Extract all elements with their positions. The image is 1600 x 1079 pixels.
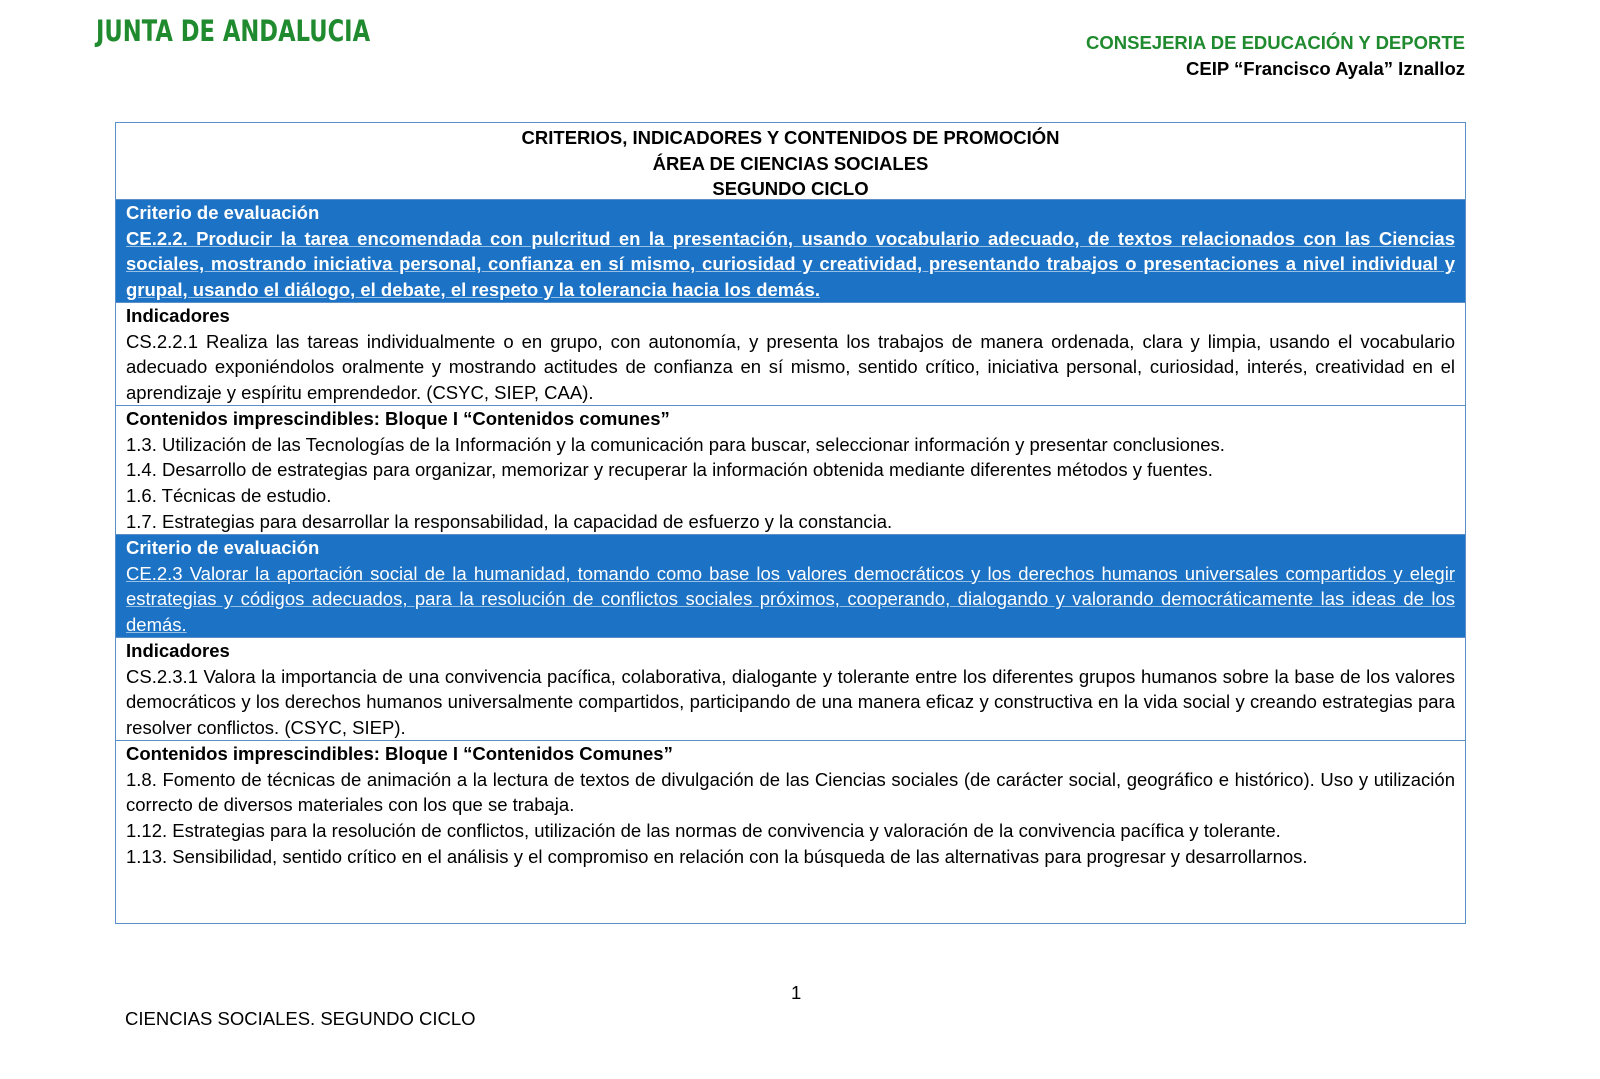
indicators-1 [116, 302, 1465, 405]
indicators-1-text: CS.2.2.1 Realiza las tareas individualmente o en grupo, con autonomía, y presenta los trabajos de manera ordenada, clara y limpia, usando el vocabulario adecuado exponiéndolos oralmente y mostrando actitudes de confianza en sí mismo, sentido crítico, iniciativa personal, curiosidad, interés, creatividad en el aprendizaje y espíritu emprendedor. (CSYC, SIEP, CAA). [126, 330, 1455, 404]
content-item: 1.8. Fomento de técnicas de animación a la lectura de textos de divulgación de las Ciencias sociales (de carácter social, geográfico e histórico). Uso y utilización correcto de diversos materiales con los que se trabaja. [126, 768, 1455, 816]
consejeria-name: CONSEJERIA DE EDUCACIÓN Y DEPORTE [1086, 32, 1465, 53]
criterion-2-text: CE.2.3 Valorar la aportación social de la humanidad, tomando como base los valores democráticos y los derechos humanos universales compartidos y elegir estrategias y códigos adecuados, para la resolución de conflictos sociales próximos, cooperando, dialogando y valorando democráticamente las ideas de los demás. [126, 562, 1455, 636]
junta-logo: JUNTA DE ANDALUCIA [96, 14, 371, 48]
title-line-1: CRITERIOS, INDICADORES Y CONTENIDOS DE PROMOCIÓN [521, 127, 1060, 148]
page-number: 1 [791, 982, 802, 1003]
criterion-2-heading: Criterio de evaluación [126, 537, 320, 558]
contents-1 [116, 405, 1465, 534]
content-item: 1.7. Estrategias para desarrollar la responsabilidad, la capacidad de esfuerzo y la constancia. [126, 510, 893, 532]
title-line-3: SEGUNDO CICLO [712, 178, 869, 200]
title-line-2: ÁREA DE CIENCIAS SOCIALES [652, 152, 929, 174]
indicators-2-text: CS.2.3.1 Valora la importancia de una convivencia pacífica, colaborativa, dialogante y tolerante entre los diferentes grupos humanos sobre la base de los valores democráticos y los derechos humanos universalmente compartidos, participando de una manera eficaz y constructiva en la vida social y creando estrategias para resolver conflictos. (CSYC, SIEP). [126, 665, 1455, 739]
header-right [1086, 30, 1465, 82]
school-name: CEIP “Francisco Ayala” Iznalloz [1186, 58, 1465, 79]
content-item: 1.6. Técnicas de estudio. [126, 485, 332, 507]
indicators-2 [116, 637, 1465, 740]
criterion-1 [116, 199, 1465, 302]
content-item: 1.12. Estrategias para la resolución de conflictos, utilización de las normas de convivencia y valoración de la convivencia pacífica y tolerante. [126, 820, 1281, 842]
criterion-2 [116, 534, 1465, 637]
contents-2 [116, 740, 1465, 870]
content-item: 1.13. Sensibilidad, sentido crítico en el análisis y el compromiso en relación con la búsqueda de las alternativas para progresar y desarrollarnos. [126, 845, 1308, 867]
footer-text: CIENCIAS SOCIALES. SEGUNDO CICLO [125, 1008, 476, 1029]
content-item: 1.4. Desarrollo de estrategias para organizar, memorizar y recuperar la información obtenida mediante diferentes métodos y fuentes. [126, 459, 1213, 481]
indicators-2-heading: Indicadores [126, 640, 230, 661]
content-item: 1.3. Utilización de las Tecnologías de la Información y la comunicación para buscar, seleccionar información y presentar conclusiones. [126, 433, 1225, 455]
criteria-table [115, 122, 1466, 924]
table-title [116, 123, 1465, 199]
criterion-1-heading: Criterio de evaluación [126, 202, 320, 223]
contents-2-heading: Contenidos imprescindibles: Bloque I “Contenidos Comunes” [126, 743, 673, 764]
criterion-1-text: CE.2.2. Producir la tarea encomendada con pulcritud en la presentación, usando vocabulario adecuado, de textos relacionados con las Ciencias sociales, mostrando iniciativa personal, confianza en sí mismo, curiosidad y creatividad, presentando trabajos o presentaciones a nivel individual y grupal, usando el diálogo, el debate, el respeto y la tolerancia hacia los demás. [126, 227, 1455, 301]
contents-1-heading: Contenidos imprescindibles: Bloque I “Contenidos comunes” [126, 408, 670, 429]
indicators-1-heading: Indicadores [126, 305, 230, 326]
